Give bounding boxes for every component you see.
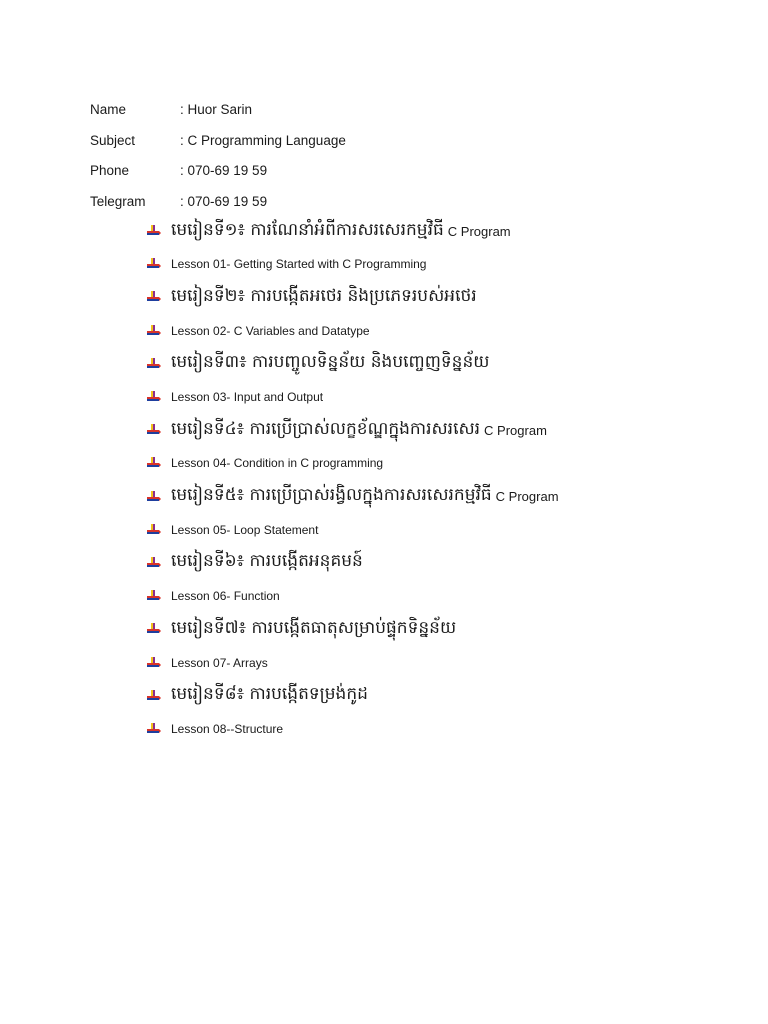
lesson-title-en — [147, 314, 747, 346]
pushpin-arrow-bullet-icon — [147, 357, 161, 371]
lesson-kh-text: មេរៀនទី៤៖ ការប្រើប្រាស់លក្ខខ័ណ្ឌក្នុងការសរសេរ — [171, 418, 481, 439]
lesson-title-kh — [147, 546, 747, 580]
pushpin-arrow-bullet-icon — [147, 490, 161, 504]
lesson-title-kh — [147, 280, 747, 314]
info-label: Telegram — [90, 193, 146, 209]
info-row-phone — [90, 155, 346, 186]
lesson-en-text: Lesson 04- Condition in C programming — [171, 456, 384, 471]
pushpin-arrow-bullet-icon — [147, 456, 161, 470]
pushpin-arrow-bullet-icon — [147, 689, 161, 703]
pushpin-arrow-bullet-icon — [147, 722, 161, 736]
lesson-title-kh — [147, 612, 747, 646]
pushpin-arrow-bullet-icon — [147, 224, 161, 238]
info-value: : C Programming Language — [180, 132, 346, 148]
info-label: Subject — [90, 132, 136, 148]
lesson-title-kh — [147, 413, 747, 447]
contact-info — [90, 94, 346, 217]
lesson-en-text: Lesson 06- Function — [171, 589, 280, 604]
lesson-title-en — [147, 447, 747, 479]
lesson-kh-text: មេរៀនទី៣៖ ការបញ្ចូលទិន្នន័យ និងបញ្ចេញទិន្នន័យ — [171, 352, 490, 373]
lesson-kh-text: មេរៀនទី៥៖ ការប្រើប្រាស់រង្វិលក្នុងការសរសេរកម្មវិធី — [171, 485, 492, 506]
info-label: Name — [90, 101, 127, 117]
lesson-title-en — [147, 580, 747, 612]
lesson-title-en — [147, 713, 747, 745]
lesson-kh-suffix: C Program — [484, 422, 547, 438]
info-row-name — [90, 94, 346, 125]
lesson-title-kh — [147, 347, 747, 381]
pushpin-arrow-bullet-icon — [147, 324, 161, 338]
lesson-title-kh — [147, 214, 747, 248]
info-label: Phone — [90, 163, 130, 179]
lesson-title-en — [147, 646, 747, 678]
lesson-title-en — [147, 248, 747, 280]
pushpin-arrow-bullet-icon — [147, 523, 161, 537]
lesson-title-kh — [147, 480, 747, 514]
info-value: : Huor Sarin — [180, 101, 253, 117]
lesson-kh-text: មេរៀនទី៦៖ ការបង្កើតអនុគមន៍ — [171, 551, 363, 572]
lesson-en-text: Lesson 03- Input and Output — [171, 389, 324, 404]
lesson-title-en — [147, 381, 747, 413]
info-value: : 070-69 19 59 — [180, 163, 268, 179]
info-row-telegram — [90, 186, 346, 217]
lesson-kh-text: មេរៀនទី២៖ ការបង្កើតអថេរ និងប្រភេទរបស់អថេរ — [171, 285, 477, 306]
lesson-kh-suffix: C Program — [447, 223, 511, 239]
lesson-kh-text: មេរៀនទី១៖ ការណែនាំអំពីការសរសេរកម្មវិធី — [171, 219, 444, 240]
lesson-kh-suffix: C Program — [495, 489, 559, 505]
lesson-en-text: Lesson 08--Structure — [171, 721, 284, 736]
lesson-title-kh — [147, 679, 747, 713]
pushpin-arrow-bullet-icon — [147, 257, 161, 271]
pushpin-arrow-bullet-icon — [147, 656, 161, 670]
lesson-kh-text: មេរៀនទី៨៖ ការបង្កើតទម្រង់កូដ — [171, 684, 368, 705]
info-row-subject — [90, 125, 346, 156]
pushpin-arrow-bullet-icon — [147, 390, 161, 404]
lesson-list — [147, 214, 747, 745]
lesson-kh-text: មេរៀនទី៧៖ ការបង្កើតធាតុសម្រាប់ផ្ទុកទិន្នន័យ — [171, 617, 457, 638]
pushpin-arrow-bullet-icon — [147, 556, 161, 570]
pushpin-arrow-bullet-icon — [147, 423, 161, 437]
lesson-en-text: Lesson 07- Arrays — [171, 655, 268, 670]
pushpin-arrow-bullet-icon — [147, 622, 161, 636]
lesson-en-text: Lesson 01- Getting Started with C Programming — [171, 257, 427, 272]
lesson-title-en — [147, 514, 747, 546]
lesson-en-text: Lesson 02- C Variables and Datatype — [171, 323, 370, 338]
pushpin-arrow-bullet-icon — [147, 290, 161, 304]
info-value: : 070-69 19 59 — [180, 193, 268, 209]
pushpin-arrow-bullet-icon — [147, 589, 161, 603]
lesson-en-text: Lesson 05- Loop Statement — [171, 522, 319, 537]
